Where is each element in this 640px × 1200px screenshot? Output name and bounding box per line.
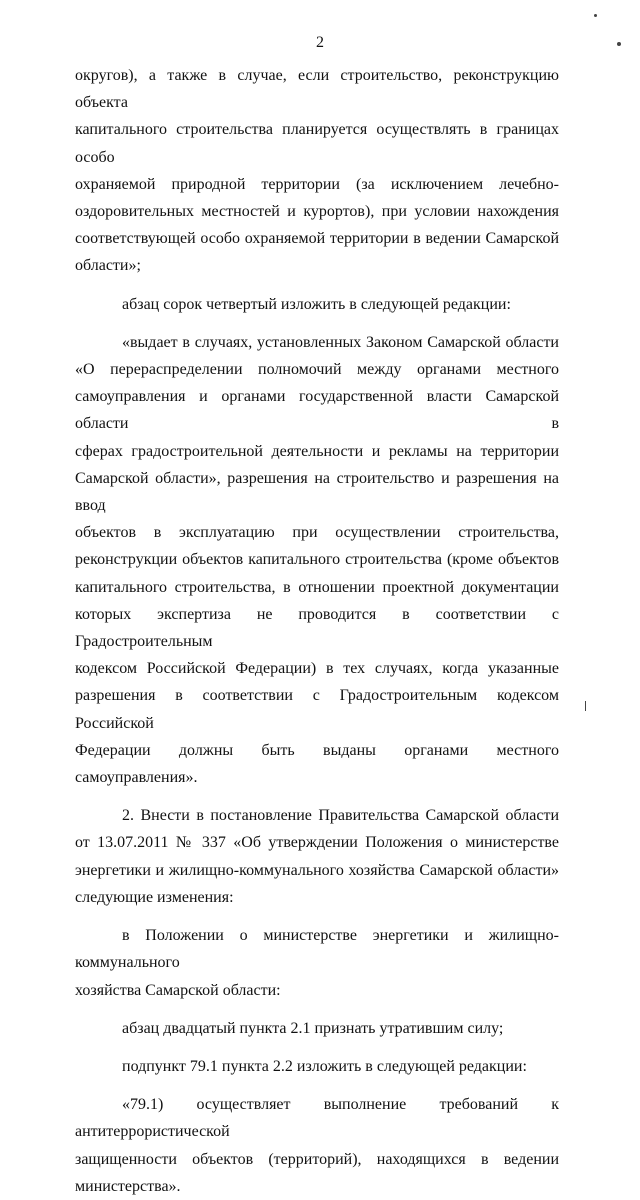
text-line: охраняемой природной территории (за исключением лечебно- [75,175,559,193]
text-line: «О перераспределении полномочий между органами местного [75,361,559,379]
text-line: «79.1) осуществляет выполнение требований к антитеррористической [75,1096,559,1141]
text-line: капитального строительства планируется осуществлять в границах особо [75,121,559,166]
text-line: Федерации должны быть выданы органами местного самоуправления». [75,741,559,787]
text-line: реконструкции объектов капитального строительства (кроме объектов [75,551,559,569]
text-line: разрешения в соответствии с Градостроительным кодексом Российской [75,687,559,732]
text-line: от 13.07.2011 № 337 «Об утверждении Положения о министерстве [75,834,559,852]
text-line: кодексом Российской Федерации) в тех случаях, когда указанные [75,660,559,678]
document-body [75,62,559,1200]
text-line: в Положении о министерстве энергетики и жилищно-коммунального [75,927,559,972]
text-line: соответствующей особо охраняемой территории в ведении Самарской [75,230,559,248]
text-line: сферах градостроительной деятельности и рекламы на территории [75,442,559,460]
text-line: абзац сорок четвертый изложить в следующей редакции: [122,295,511,313]
text-line: округов), а также в случае, если строительство, реконструкцию объекта [75,67,559,112]
scan-speck [594,14,597,17]
text-line: оздоровительных местностей и курортов), при условии нахождения [75,203,559,221]
page-number: 2 [316,34,324,51]
text-line: «выдает в случаях, установленных Законом Самарской области [122,333,559,351]
text-line: следующие изменения: [75,888,234,906]
text-line: защищенности объектов (территорий), находящихся в ведении министерства». [75,1150,559,1195]
text-line: хозяйства Самарской области: [75,981,281,999]
text-line: Самарской области», разрешения на строительство и разрешения на ввод [75,469,559,515]
scan-speck [585,701,586,711]
text-line: энергетики и жилищно-коммунального хозяйства Самарской области» [75,861,559,879]
text-line: 2. Внести в постановление Правительства Самарской области [122,807,559,825]
text-line: абзац двадцатый пункта 2.1 признать утратившим силу; [122,1019,504,1037]
text-line: самоуправления и органами государственной власти Самарской области в [75,388,559,433]
text-line: которых экспертиза не проводится в соответствии с Градостроительным [75,605,559,651]
text-line: области»; [75,257,141,275]
text-line: объектов в эксплуатацию при осуществлении строительства, [75,524,559,542]
text-line: капитального строительства, в отношении проектной документации [75,578,559,596]
text-line: подпункт 79.1 пункта 2.2 изложить в следующей редакции: [122,1057,527,1075]
